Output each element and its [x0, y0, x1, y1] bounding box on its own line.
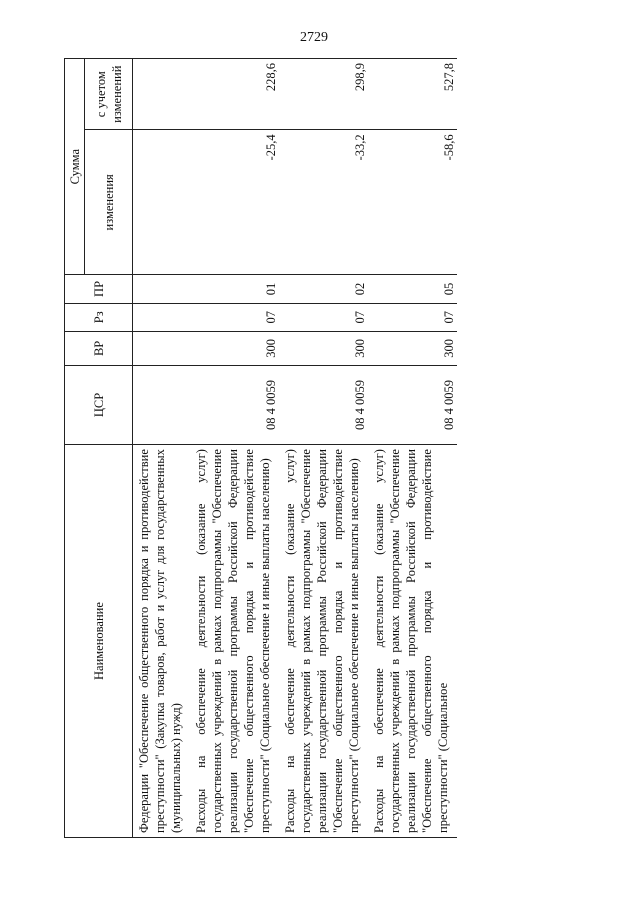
rotated-table-container — [64, 58, 584, 838]
header-sum: Сумма — [65, 59, 85, 275]
row-csr: 08 4 0059 — [279, 365, 368, 444]
header-pr: ПР — [65, 275, 133, 303]
row-csr: 08 4 0059 — [368, 365, 457, 444]
row-total: 228,6 — [190, 59, 279, 130]
row-rz — [133, 303, 191, 331]
row-pr: 02 — [279, 275, 368, 303]
row-csr — [133, 365, 191, 444]
row-pr: 05 — [368, 275, 457, 303]
row-csr: 08 4 0059 — [190, 365, 279, 444]
row-rz: 07 — [368, 303, 457, 331]
row-vr — [133, 331, 191, 365]
row-name: Расходы на обеспечение деятельности (оказание услуг) государственных учреждений в рамках подпрограммы "Обеспечение реализации государственной программы Российской Федерации "Обеспечение общественного порядка и противодействие преступности" (Социальное обеспечение и иные выплаты населению) — [190, 445, 279, 838]
table-row — [279, 59, 368, 838]
row-pr — [133, 275, 191, 303]
table-row — [190, 59, 279, 838]
page-number: 2729 — [300, 30, 328, 45]
row-rz: 07 — [279, 303, 368, 331]
header-with-change: с учетом изменений — [85, 59, 133, 130]
row-vr: 300 — [190, 331, 279, 365]
header-vr: ВР — [65, 331, 133, 365]
row-name: Федерации "Обеспечение общественного порядка и противодействие преступности" (Закупка товаров, работ и услуг для государственных (муниципальных) нужд) — [133, 445, 191, 838]
row-change: -58,6 — [368, 130, 457, 275]
budget-table — [64, 58, 457, 838]
row-vr: 300 — [368, 331, 457, 365]
row-total: 527,8 — [368, 59, 457, 130]
row-change — [133, 130, 191, 275]
row-change: -33,2 — [279, 130, 368, 275]
row-name: Расходы на обеспечение деятельности (оказание услуг) государственных учреждений в рамках подпрограммы "Обеспечение реализации государственной программы Российской Федерации "Обеспечение общественного порядка и противодействие преступности" (Социальное обеспечение и иные выплаты населению) — [279, 445, 368, 838]
row-name: Расходы на обеспечение деятельности (оказание услуг) государственных учреждений в рамках подпрограммы "Обеспечение реализации государственной программы Российской Федерации "Обеспечение общественного порядка и противодействие преступности" (Социальное — [368, 445, 457, 838]
row-vr: 300 — [279, 331, 368, 365]
header-name: Наименование — [65, 445, 133, 838]
row-total — [133, 59, 191, 130]
header-change: изменения — [85, 130, 133, 275]
row-total: 298,9 — [279, 59, 368, 130]
row-pr: 01 — [190, 275, 279, 303]
header-csr: ЦСР — [65, 365, 133, 444]
row-rz: 07 — [190, 303, 279, 331]
row-change: -25,4 — [190, 130, 279, 275]
table-row — [368, 59, 457, 838]
header-rz: Рз — [65, 303, 133, 331]
table-row — [133, 59, 191, 838]
